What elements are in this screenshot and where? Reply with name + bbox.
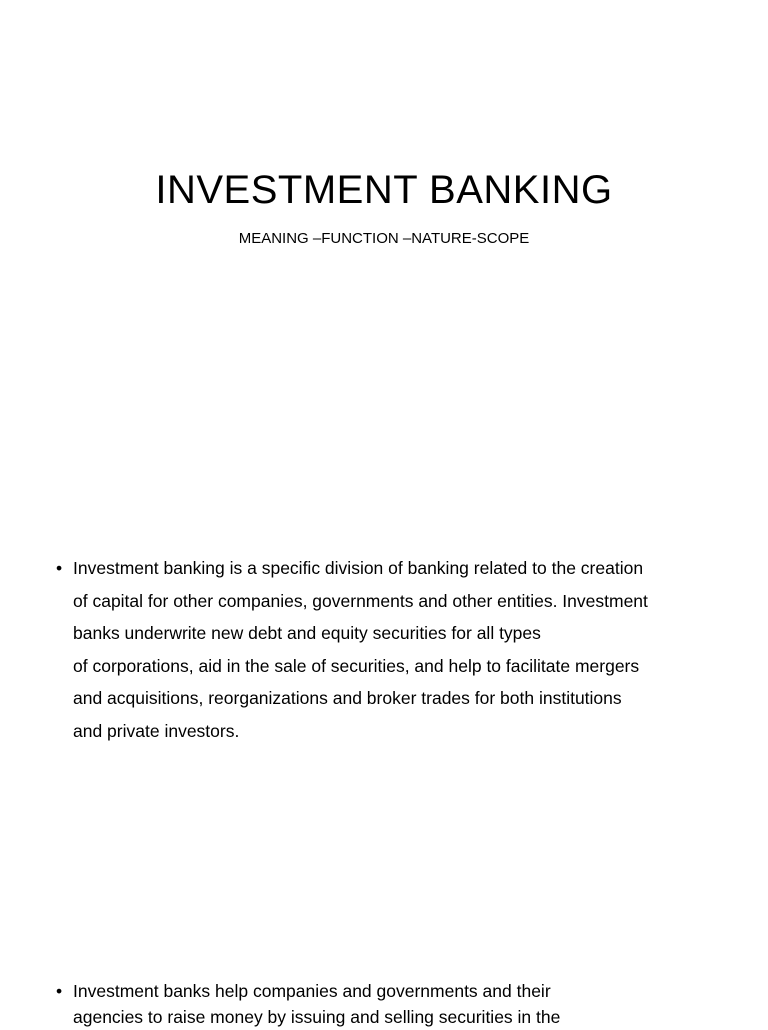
bullet-text bbox=[73, 552, 716, 748]
bullet-point-definition bbox=[56, 552, 716, 748]
text-line: of capital for other companies, governments and other entities. Investment bbox=[73, 590, 648, 611]
bullet-icon: • bbox=[56, 981, 63, 1001]
text-line: Investment banks help companies and governments and their bbox=[73, 981, 551, 1001]
text-line: and private investors. bbox=[73, 720, 240, 741]
slide-title: INVESTMENT BANKING bbox=[155, 168, 613, 212]
bullet-icon: • bbox=[56, 558, 63, 578]
text-line: agencies to raise money by issuing and selling securities in the bbox=[73, 1007, 561, 1027]
text-line: of corporations, aid in the sale of securities, and help to facilitate mergers bbox=[73, 655, 640, 676]
text-line: and acquisitions, reorganizations and broker trades for both institutions bbox=[73, 688, 622, 709]
text-line: Investment banking is a specific division of banking related to the creation bbox=[73, 558, 644, 578]
text-line: banks underwrite new debt and equity securities for all types bbox=[73, 623, 541, 644]
bullet-text bbox=[73, 978, 716, 1030]
slide-subtitle: MEANING –FUNCTION –NATURE-SCOPE bbox=[238, 230, 530, 247]
bullet-point-raise-money bbox=[56, 978, 716, 1030]
